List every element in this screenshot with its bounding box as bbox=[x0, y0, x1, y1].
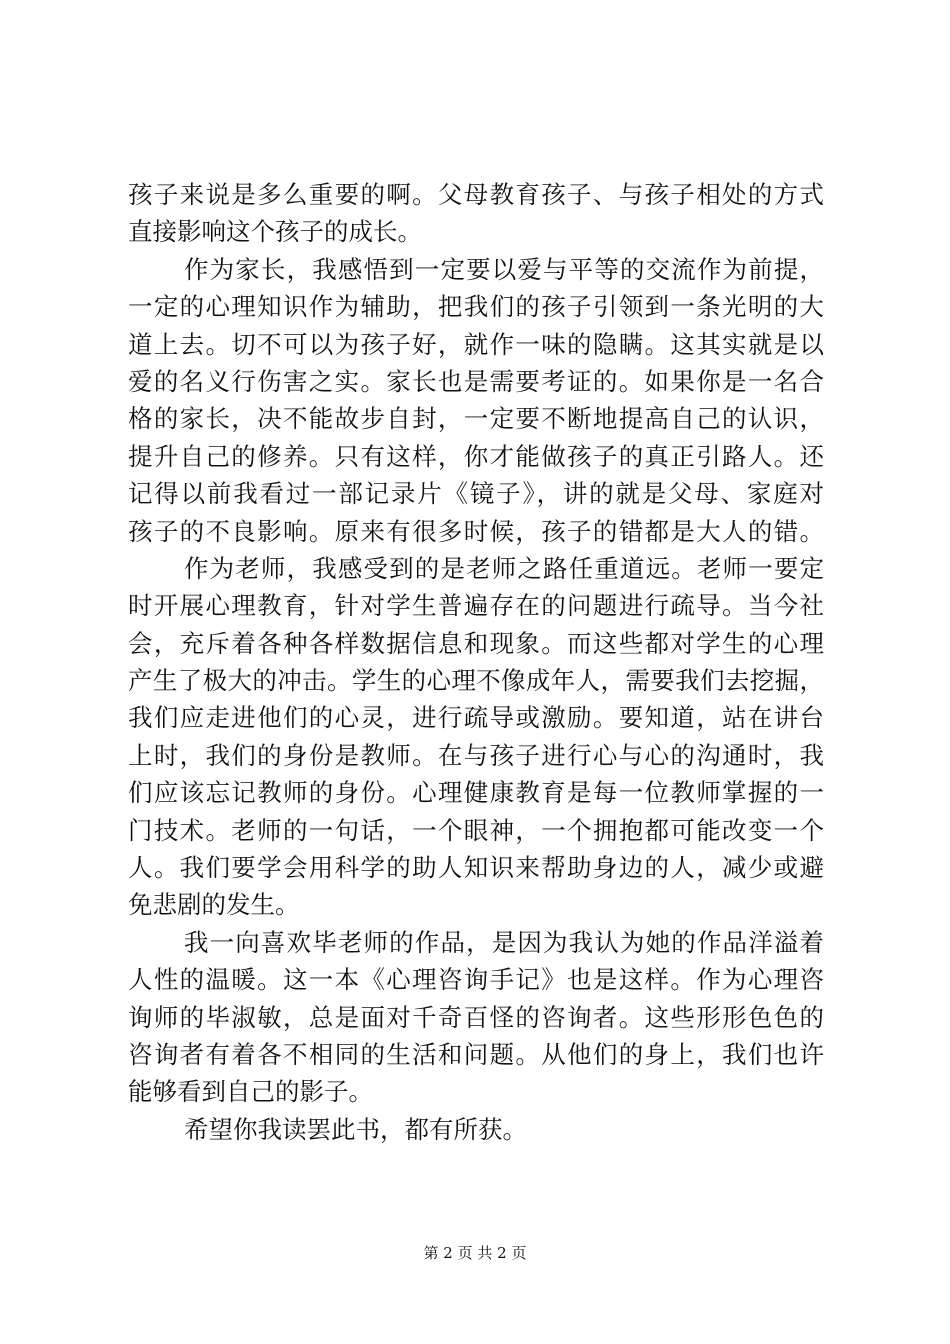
text-line: 格的家长，决不能故步自封，一定要不断地提高自己的认识， bbox=[128, 404, 824, 434]
text-line: 能够看到自己的影子。 bbox=[128, 1077, 373, 1107]
text-line: 记得以前我看过一部记录片《镜子》，讲的就是父母、家庭对 bbox=[128, 479, 824, 509]
text-line: 们应该忘记教师的身份。心理健康教育是每一位教师掌握的一 bbox=[128, 778, 824, 808]
text-line: 爱的名义行伤害之实。家长也是需要考证的。如果你是一名合 bbox=[128, 366, 824, 396]
text-line: 我们应走进他们的心灵，进行疏导或激励。要知道，站在讲台 bbox=[128, 703, 824, 733]
text-line: 询师的毕淑敏，总是面对千奇百怪的咨询者。这些形形色色的 bbox=[128, 1002, 824, 1032]
text-line: 作为家长，我感悟到一定要以爱与平等的交流作为前提， bbox=[184, 254, 824, 284]
text-line: 咨询者有着各不相同的生活和问题。从他们的身上，我们也许 bbox=[128, 1039, 824, 1069]
text-line: 孩子的不良影响。原来有很多时候，孩子的错都是大人的错。 bbox=[128, 516, 824, 546]
text-line: 时开展心理教育，针对学生普遍存在的问题进行疏导。当今社 bbox=[128, 591, 824, 621]
text-line: 作为老师，我感受到的是老师之路任重道远。老师一要定 bbox=[184, 553, 824, 583]
text-line: 希望你我读罢此书，都有所获。 bbox=[184, 1114, 527, 1144]
text-line: 道上去。切不可以为孩子好，就作一味的隐瞒。这其实就是以 bbox=[128, 329, 824, 359]
page-footer: 第 2 页 共 2 页 bbox=[423, 1244, 527, 1262]
text-line: 免悲剧的发生。 bbox=[128, 890, 300, 920]
text-line: 人性的温暖。这一本《心理咨询手记》也是这样。作为心理咨 bbox=[128, 965, 824, 995]
text-line: 我一向喜欢毕老师的作品，是因为我认为她的作品洋溢着 bbox=[184, 927, 824, 957]
text-line: 孩子来说是多么重要的啊。父母教育孩子、与孩子相处的方式 bbox=[128, 180, 824, 209]
text-line: 产生了极大的冲击。学生的心理不像成年人，需要我们去挖掘， bbox=[128, 666, 824, 696]
text-line: 直接影响这个孩子的成长。 bbox=[128, 217, 422, 247]
body-text bbox=[128, 176, 824, 1148]
text-line: 人。我们要学会用科学的助人知识来帮助身边的人，减少或避 bbox=[128, 853, 824, 883]
text-line: 一定的心理知识作为辅助，把我们的孩子引领到一条光明的大 bbox=[128, 292, 824, 322]
text-line: 门技术。老师的一句话，一个眼神，一个拥抱都可能改变一个 bbox=[128, 815, 824, 845]
text-line: 会，充斥着各种各样数据信息和现象。而这些都对学生的心理 bbox=[128, 628, 824, 658]
text-line: 提升自己的修养。只有这样，你才能做孩子的真正引路人。还 bbox=[128, 441, 824, 471]
text-line: 上时，我们的身份是教师。在与孩子进行心与心的沟通时，我 bbox=[128, 740, 824, 770]
